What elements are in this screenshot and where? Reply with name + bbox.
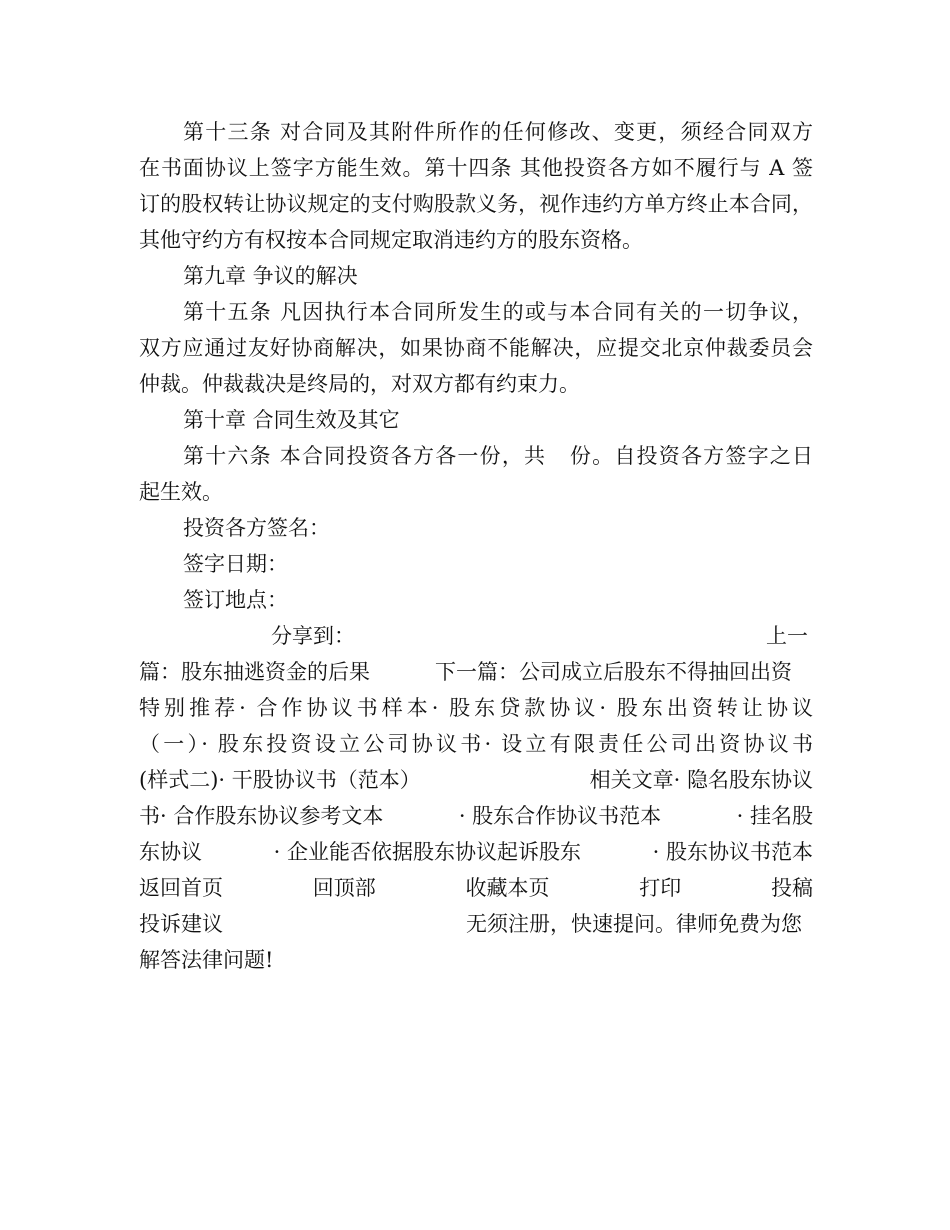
footer-nav (139, 870, 813, 906)
article-15-line: 双方应通过友好协商解决，如果协商不能解决，应提交北京仲裁委员会 (139, 336, 813, 360)
submit-article-link[interactable]: 投稿 (771, 876, 813, 900)
signature-date-label: 签字日期： (183, 552, 288, 576)
article-16-line: 第十六条 本合同投资各方各一份，共 份。自投资各方签字之日 (183, 444, 813, 468)
related-link[interactable]: 东协议 (139, 840, 202, 864)
recommend-link[interactable]: (样式二)· 干股协议书（范本） (139, 768, 421, 792)
chapter-10-heading: 第十章 合同生效及其它 (183, 408, 400, 432)
home-link[interactable]: 返回首页 (139, 876, 223, 900)
promo-text-end: 解答法律问题! (139, 948, 274, 972)
prev-article-link[interactable]: 篇：股东抽逃资金的后果 (139, 660, 370, 684)
prev-next-row (139, 654, 813, 690)
article-13-line: 第十三条 对合同及其附件所作的任何修改、变更，须经合同双方 (183, 120, 813, 144)
prev-article-link-start[interactable]: 上一 (766, 624, 808, 648)
article-13-14-line: 在书面协议上签字方能生效。第十四条 其他投资各方如不履行与 A 签 (139, 156, 813, 180)
complaint-promo-row (139, 906, 813, 942)
share-row (139, 618, 813, 654)
recommend-related-row (139, 762, 813, 798)
share-label: 分享到： (271, 624, 355, 648)
related-link[interactable]: · 挂名股 (736, 804, 813, 828)
next-article-link[interactable]: 下一篇：公司成立后股东不得抽回出资 (435, 660, 792, 684)
related-row (139, 834, 813, 870)
bookmark-link[interactable]: 收藏本页 (465, 876, 550, 900)
related-link[interactable]: · 企业能否依据股东协议起诉股东 (273, 840, 581, 864)
related-link[interactable]: · 股东合作协议书范本 (458, 804, 662, 828)
article-14-line-end: 其他守约方有权按本合同规定取消违约方的股东资格。 (139, 228, 643, 252)
related-link[interactable]: · 股东协议书范本 (652, 840, 813, 864)
complaint-link[interactable]: 投诉建议 (139, 912, 223, 936)
recommend-line[interactable]: （一）· 股东投资设立公司协议书· 设立有限责任公司出资协议书 (139, 732, 813, 756)
article-15-line: 第十五条 凡因执行本合同所发生的或与本合同有关的一切争议， (183, 300, 813, 324)
related-articles-link[interactable]: 相关文章· 隐名股东协议 (589, 768, 813, 792)
signature-place-label: 签订地点： (183, 588, 288, 612)
recommend-line[interactable]: 特别推荐· 合作协议书样本· 股东贷款协议· 股东出资转让协议 (139, 696, 813, 720)
related-row (139, 798, 813, 834)
related-link[interactable]: 书· 合作股东协议参考文本 (139, 804, 384, 828)
signature-name-label: 投资各方签名： (183, 516, 330, 540)
article-16-line-end: 起生效。 (139, 480, 223, 504)
article-14-line: 订的股权转让协议规定的支付购股款义务，视作违约方单方终止本合同， (139, 192, 813, 216)
promo-text[interactable]: 无须注册，快速提问。律师免费为您 (466, 912, 802, 936)
article-15-line-end: 仲裁。仲裁裁决是终局的，对双方都有约束力。 (139, 372, 580, 396)
chapter-9-heading: 第九章 争议的解决 (183, 264, 358, 288)
document-page (139, 114, 813, 978)
back-to-top-link[interactable]: 回顶部 (312, 876, 376, 900)
print-link[interactable]: 打印 (639, 876, 682, 900)
